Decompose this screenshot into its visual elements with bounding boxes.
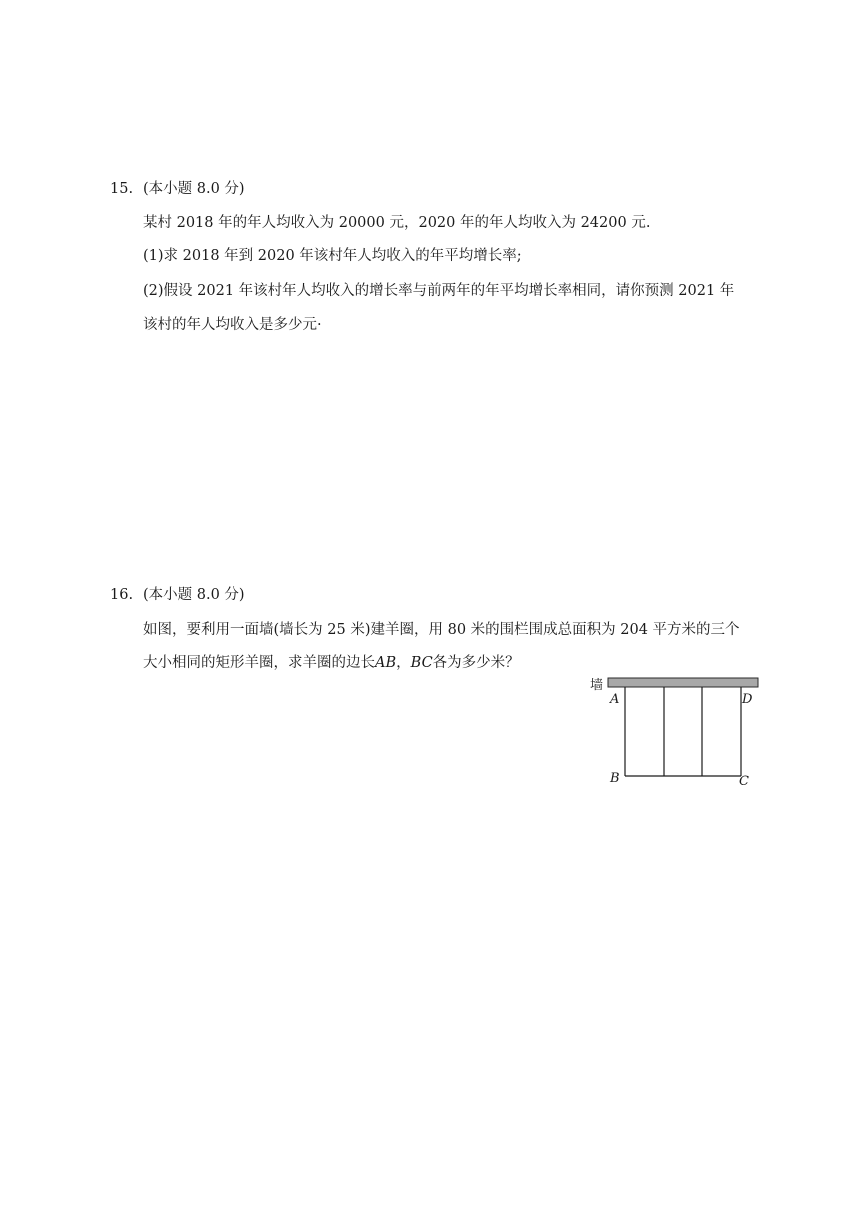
point-a-label: A [610, 692, 620, 707]
question-line: 如图，要利用一面墙(墙长为 25 米)建羊圈，用 80 米的围栏围成总面积为 204 平方米的三个 [143, 622, 740, 638]
separator: ， [396, 655, 411, 671]
question-header: (本小题 8.0 分) [143, 181, 245, 197]
wall-label: 墙 [590, 678, 604, 693]
question-number: 16. [110, 587, 134, 603]
question-line [143, 653, 520, 673]
question-line: 该村的年人均收入是多少元· [143, 317, 322, 333]
point-d-label: D [742, 692, 753, 707]
question-line-text: 大小相同的矩形羊圈，求羊圈的边长 [143, 655, 375, 671]
point-c-label: C [739, 774, 749, 789]
question-number: 15. [110, 181, 134, 197]
question-header: (本小题 8.0 分) [143, 587, 245, 603]
question-line: (2)假设 2021 年该村年人均收入的增长率与前两年的年平均增长率相同，请你预测 2021 年 [143, 283, 735, 299]
question-line-tail: 各为多少米？ [432, 655, 520, 671]
question-line: (1)求 2018 年到 2020 年该村年人均收入的年平均增长率; [143, 248, 522, 264]
variable-bc: BC [410, 655, 433, 671]
question-line: 某村 2018 年的年人均收入为 20000 元，2020 年的年人均收入为 24200 元. [143, 215, 651, 231]
sheep-pen-figure [588, 672, 763, 792]
point-b-label: B [610, 771, 620, 786]
wall-bar [608, 678, 758, 687]
variable-ab: AB [375, 655, 397, 671]
